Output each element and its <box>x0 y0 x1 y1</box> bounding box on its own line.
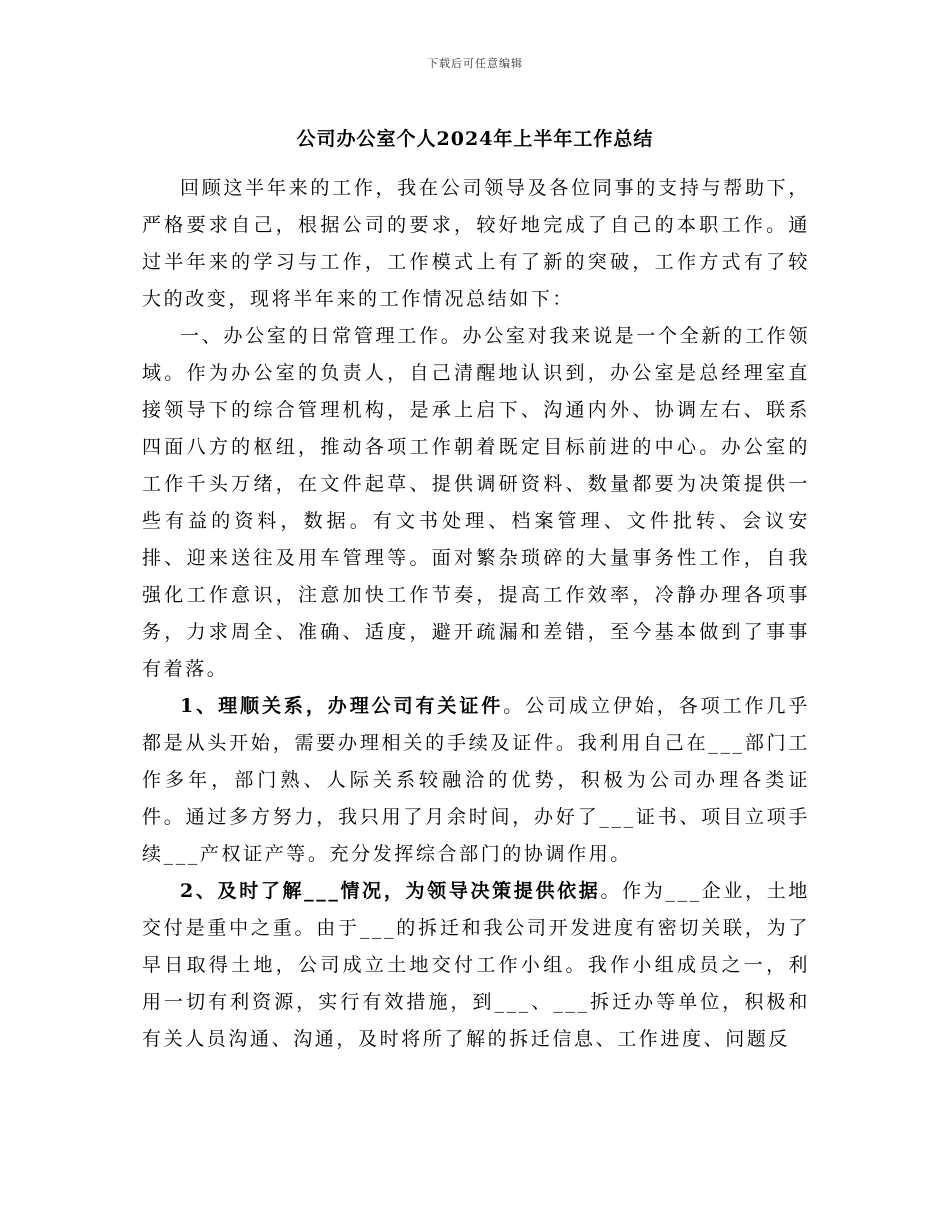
document-body <box>142 170 810 1058</box>
header-note: 下载后可任意编辑 <box>427 57 523 70</box>
paragraph-text: 。公司成立伊始，各项工作几乎都是从头开始，需要办理相关的手续及证件。我利用自己在___部门工作多年，部门熟、人际关系较融洽的优势，积极为公司办理各类证件。通过多方努力，我只用了月余时间，办好了___证书、项目立项手续___产权证产等。充分发挥综合部门的协调作用。 <box>142 695 810 865</box>
paragraph-text: 。作为___企业，土地交付是重中之重。由于___的拆迁和我公司开发进度有密切关联，为了早日取得土地，公司成立土地交付工作小组。我作小组成员之一，利用一切有利资源，实行有效措施，到___、___拆迁办等单位，积极和有关人员沟通、沟通，及时将所了解的拆迁信息、工作进度、问题反 <box>142 880 810 1050</box>
paragraph-lead-heading: 2、及时了解___情况，为领导决策提供依据 <box>180 880 601 902</box>
paragraph-text: 回顾这半年来的工作，我在公司领导及各位同事的支持与帮助下，严格要求自己，根据公司的要求，较好地完成了自己的本职工作。通过半年来的学习与工作，工作模式上有了新的突破，工作方式有了较大的改变，现将半年来的工作情况总结如下： <box>142 177 810 310</box>
document-title: 公司办公室个人2024年上半年工作总结 <box>296 128 654 150</box>
paragraph-section-one <box>142 318 810 688</box>
paragraph-text: 一、办公室的日常管理工作。办公室对我来说是一个全新的工作领域。作为办公室的负责人，自己清醒地认识到，办公室是总经理室直接领导下的综合管理机构，是承上启下、沟通内外、协调左右、联系四面八方的枢纽，推动各项工作朝着既定目标前进的中心。办公室的工作千头万绪，在文件起草、提供调研资料、数量都要为决策提供一些有益的资料，数据。有文书处理、档案管理、文件批转、会议安排、迎来送往及用车管理等。面对繁杂琐碎的大量事务性工作，自我强化工作意识，注意加快工作节奏，提高工作效率，冷静办理各项事务，力求周全、准确、适度，避开疏漏和差错，至今基本做到了事事有着落。 <box>142 325 810 680</box>
paragraph-item-one <box>142 688 810 873</box>
paragraph-intro <box>142 170 810 318</box>
paragraph-lead-heading: 1、理顺关系，办理公司有关证件 <box>180 695 504 717</box>
paragraph-item-two <box>142 873 810 1058</box>
